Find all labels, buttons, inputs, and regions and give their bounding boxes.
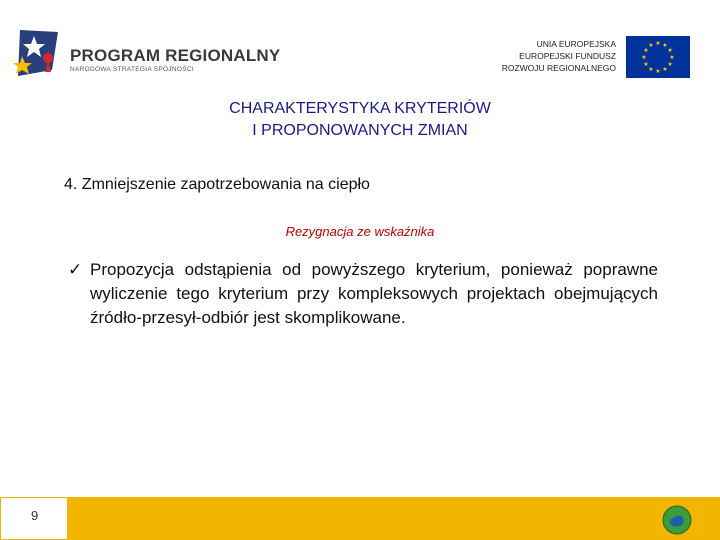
- checkmark-icon: ✓: [68, 260, 83, 279]
- page-number-box: [0, 497, 68, 540]
- bullet-text: Propozycja odstąpienia od powyższego kryterium, ponieważ poprawne wyliczenie tego kryterium przy kompleksowych projektach obejmujących źródło-przesył-odbiór jest skomplikowane.: [90, 260, 658, 327]
- program-subtitle: NARODOWA STRATEGIA SPÓJNOŚCI: [70, 66, 194, 73]
- eu-star-icon: ★: [667, 48, 673, 54]
- eu-star-icon: ★: [662, 42, 668, 49]
- bullet-item: [68, 258, 658, 330]
- eu-star-icon: ★: [655, 41, 661, 47]
- eu-star-icon: ★: [648, 67, 654, 74]
- eu-fund-label: [456, 38, 616, 74]
- eu-star-icon: ★: [662, 67, 668, 74]
- eu-star-icon: ★: [648, 42, 654, 49]
- page-number: 9: [31, 508, 39, 523]
- eu-line-3: ROZWOJU REGIONALNEGO: [501, 63, 616, 73]
- heading-line-1: CHARAKTERYSTYKA KRYTERIÓW: [229, 100, 491, 117]
- footer-bar: [0, 497, 720, 540]
- section-subheading: 4. Zmniejszenie zapotrzebowania na ciepło: [64, 176, 370, 193]
- region-emblem-icon: [662, 505, 692, 535]
- eu-star-icon: ★: [641, 55, 647, 61]
- program-logo-icon: [12, 26, 68, 86]
- program-title: PROGRAM REGIONALNY: [70, 46, 281, 65]
- eu-line-1: UNIA EUROPEJSKA: [536, 39, 616, 49]
- program-regionalny-logo: [12, 26, 281, 86]
- eu-star-icon: ★: [655, 69, 661, 75]
- eu-star-icon: ★: [667, 62, 673, 68]
- eu-star-icon: ★: [643, 62, 649, 68]
- eu-flag-icon: [626, 36, 690, 78]
- eu-line-2: EUROPEJSKI FUNDUSZ: [519, 51, 616, 61]
- slide-heading: [0, 98, 720, 142]
- decision-tagline: Rezygnacja ze wskaźnika: [285, 224, 435, 239]
- heading-line-2: I PROPONOWANYCH ZMIAN: [252, 122, 468, 139]
- eu-star-icon: ★: [669, 55, 675, 61]
- eu-star-icon: ★: [643, 48, 649, 54]
